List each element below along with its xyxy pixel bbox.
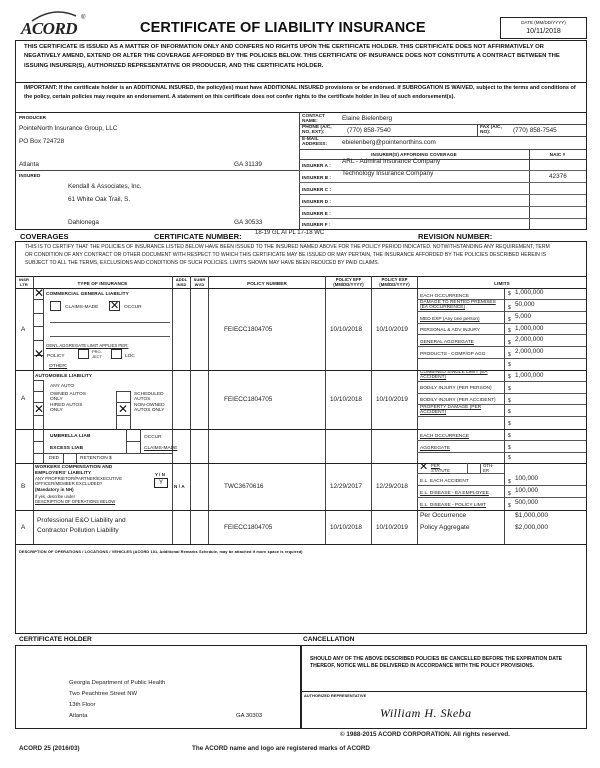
holder-state-zip: GA 30303 <box>236 713 263 719</box>
policy-checked-x-icon[interactable]: ✕ <box>34 347 45 361</box>
producer-label: PRODUCER <box>19 115 47 120</box>
insured-label: INSURED <box>19 173 41 178</box>
limit-row <box>417 474 586 486</box>
limit-label: PROPERTY DAMAGE (PER ACCIDENT) <box>420 405 482 415</box>
disclaimer-text: THIS CERTIFICATE IS ISSUED AS A MATTER OF INFORMATION ONLY AND CONFERS NO RIGHTS UPON THE CERTIFICATE HOLDER. THIS CERTIFICATE DOES NOT AFFIRMATIVELY OR NEGATIVELY AMEND, EXTEND OR ALTER THE COVERAGE AFFORDED BY THE POLICIES BELOW. THIS CERTIFICATE OF INSURANCE DOES NOT CONSTITUTE A CONTRACT BETWEEN THE ISSUING INSURER(S), AUTHORIZED REPRESENTATIVE OR PRODUCER, AND THE CERTIFICATE HOLDER. <box>24 44 560 69</box>
gl-title: COMMERCIAL GENERAL LIABILITY <box>46 291 129 296</box>
scheduled-autos-label: SCHEDULED AUTOS <box>134 392 164 402</box>
mandatory-nh: (Mandatory in NH) <box>35 487 74 492</box>
dollar-sign: $ <box>508 374 511 380</box>
na-label: N / A <box>174 484 185 489</box>
dollar-sign: $ <box>508 433 511 439</box>
limit-label: BODILY INJURY (PER ACCIDENT) <box>420 398 496 403</box>
insurer-row <box>299 183 586 195</box>
limit-value: 1,000,000 <box>515 289 544 296</box>
insurer-letter-label: INSURER D : <box>302 199 332 204</box>
policy-eff-date: 10/10/2018 <box>330 524 362 531</box>
dollar-sign: $ <box>508 328 511 334</box>
producer-state-zip: GA 31139 <box>234 161 262 168</box>
excluded-yn-box[interactable] <box>154 478 168 488</box>
per-statute-label: PER STATUTE <box>431 463 450 473</box>
insurer-row <box>299 195 586 207</box>
coverage-row-professional-eo <box>16 510 586 544</box>
limit-row <box>417 312 586 324</box>
limit-label: PRODUCTS - COMP/OP AGG <box>420 352 486 357</box>
holder-address2: 13th Floor <box>69 702 96 708</box>
limit-row <box>417 441 586 453</box>
insurers-table <box>299 149 586 229</box>
important-text: IMPORTANT: If the certificate holder is an ADDITIONAL INSURED, the policy(ies) must have ADDITIONAL INSURED provisions or be endorsed. If SUBROGATION IS WAIVED, subject to the terms and conditions of the policy, certain policies may require an endorsement. A statement on this certificate does not confer rights to the certificate holder in lieu of such endorsement(s). <box>24 85 576 100</box>
loc-checkbox[interactable] <box>111 349 122 359</box>
policy-exp-date: 10/10/2019 <box>376 396 408 403</box>
limit-label: PERSONAL & ADV INJURY <box>420 328 480 333</box>
limit-row <box>417 417 586 429</box>
eo-limit-label-aggregate: Policy Aggregate <box>420 524 470 531</box>
policy-number: FEIECC1804705 <box>224 326 273 333</box>
form-id: ACORD 25 (2016/03) <box>19 745 80 752</box>
dollar-sign: $ <box>508 421 511 427</box>
claims-made-label: CLAIMS-MADE <box>65 305 99 310</box>
policy-number: FEIECC1804705 <box>224 524 273 531</box>
dollar-sign: $ <box>508 479 511 485</box>
limit-row <box>417 335 586 347</box>
contact-block <box>299 113 586 149</box>
cancellation-text: SHOULD ANY OF THE ABOVE DESCRIBED POLICIES BE CANCELLED BEFORE THE EXPIRATION DATE THEREOF, NOTICE WILL BE DELIVERED IN ACCORDANCE WITH THE POLICY PROVISIONS. <box>310 656 563 669</box>
dollar-sign: $ <box>508 491 511 497</box>
cancellation-box <box>301 645 587 729</box>
certificate-number-label: CERTIFICATE NUMBER: <box>154 232 242 241</box>
parties-box <box>15 112 587 230</box>
trademark-notice: The ACORD name and logo are registered marks of ACORD <box>192 745 370 752</box>
signature: William H. Skeba <box>380 706 472 720</box>
dollar-sign: $ <box>508 455 511 461</box>
important-box <box>15 83 587 112</box>
desc-ops-below: DESCRIPTION OF OPERATIONS BELOW <box>35 499 116 504</box>
per-statute-checked-x-icon[interactable]: ✕ <box>419 461 429 473</box>
dollar-sign: $ <box>508 409 511 415</box>
limit-label: EACH OCCURRENCE <box>420 434 470 439</box>
limit-label: BODILY INJURY (PER PERSON) <box>420 386 492 391</box>
certificate-holder-label: CERTIFICATE HOLDER <box>19 636 92 643</box>
producer-name: PointeNorth Insurance Group, LLC <box>19 125 118 132</box>
limit-row <box>417 324 586 335</box>
description-box[interactable] <box>15 545 587 634</box>
dollar-sign: $ <box>508 386 511 392</box>
col-limits: LIMITS <box>494 281 510 286</box>
any-auto-label: ANY AUTO <box>50 384 75 389</box>
policy-label: POLICY <box>47 354 65 359</box>
email-value: ebielenberg@pointenorthins.com <box>342 139 436 146</box>
limit-label: COMBINED SINGLE LIMIT (EA ACCIDENT) <box>420 370 488 380</box>
coverage-statement: THIS IS TO CERTIFY THAT THE POLICIES OF INSURANCE LISTED BELOW HAVE BEEN ISSUED TO THE INSURED NAMED ABOVE FOR THE POLICY PERIOD INDICATED. NOTWITHSTANDING ANY REQUIREMENT, TERM OR CONDITION OF ANY CONTRACT OR OTHER DOCUMENT WITH RESPECT TO WHICH THIS CERTIFICATE MAY BE ISSUED OR MAY PERTAIN, THE INSURANCE AFFORDED BY THE POLICIES DESCRIBED HEREIN IS SUBJECT TO ALL THE TERMS, EXCLUSIONS AND CONDITIONS OF SUCH POLICIES. LIMITS SHOWN MAY HAVE BEEN REDUCED BY PAID CLAIMS. <box>25 244 550 266</box>
coverages-label: COVERAGES <box>20 232 69 241</box>
limit-label: AGGREGATE <box>420 446 451 451</box>
email-label: E-MAIL ADDRESS: <box>302 137 328 147</box>
producer-address: PO Box 724728 <box>19 138 65 145</box>
limit-value: 100,000 <box>515 487 539 494</box>
date-label: DATE (MM/DD/YYYY) <box>521 20 566 25</box>
policy-number: TWC3670616 <box>224 483 264 490</box>
eo-title-line1: Professional E&O Liability and <box>37 517 126 524</box>
dollar-sign: $ <box>508 340 511 346</box>
col-policy-number: POLICY NUMBER <box>247 281 287 286</box>
date-value: 10/11/2018 <box>526 28 561 35</box>
col-type: TYPE OF INSURANCE <box>77 281 128 286</box>
authorized-rep-label: AUTHORIZED REPRESENTATIVE <box>304 694 367 698</box>
policy-exp-date: 10/10/2019 <box>376 326 408 333</box>
fax-label: FAX (A/C, NO): <box>480 125 502 135</box>
policy-eff-date: 10/10/2018 <box>330 326 362 333</box>
project-label: PRO-JECT <box>92 349 102 359</box>
limit-row <box>417 429 586 441</box>
limit-row <box>417 453 586 463</box>
contact-name-label: CONTACT NAME: <box>302 114 326 124</box>
limit-value: 2,000,000 <box>515 348 544 355</box>
dollar-sign: $ <box>508 317 511 323</box>
limit-value: 5,000 <box>515 313 531 320</box>
owned-autos-label: OWNED AUTOS ONLY <box>50 392 86 402</box>
insurer-row <box>299 171 586 183</box>
holder-address1: Two Peachtree Street NW <box>69 691 138 697</box>
acord-logo-text: ACORD <box>21 19 78 38</box>
excess-liab-label: EXCESS LIAB <box>50 446 84 451</box>
insurer-letter: B <box>21 483 26 490</box>
insurer-letter-label: INSURER E : <box>302 211 331 216</box>
policy-eff-date: 10/10/2018 <box>330 396 362 403</box>
col-insr-ltr: INSR LTR <box>19 277 29 287</box>
disclaimer-box <box>15 40 587 83</box>
policy-exp-date: 10/10/2019 <box>376 524 408 531</box>
phone-value: (770) 858-7540 <box>347 127 391 134</box>
insurer-name: ARL - Admiral Insurance Company <box>342 158 441 165</box>
insurer-naic: 42376 <box>549 173 567 180</box>
limit-value: 100,000 <box>515 475 539 482</box>
non-owned-autos-label: NON-OWNED AUTOS ONLY <box>134 403 165 413</box>
policy-exp-date: 12/29/2018 <box>376 483 408 490</box>
ded-label: DED <box>49 456 60 461</box>
wc-title: WORKERS COMPENSATION AND EMPLOYERS' LIABILITY <box>35 464 113 475</box>
dollar-sign: $ <box>508 362 511 368</box>
limit-row <box>417 498 586 510</box>
coverages-table <box>15 241 587 545</box>
limit-row <box>417 370 586 382</box>
limit-value: 50,000 <box>515 301 535 308</box>
eo-limit-value-aggregate: $2,000,000 <box>515 524 549 531</box>
contact-name: Elaine Bielenberg <box>342 115 393 122</box>
excluded-yn-value: Y <box>158 480 163 486</box>
acord-logo <box>18 8 88 38</box>
insurer-row <box>299 219 586 229</box>
dollar-sign: $ <box>508 398 511 404</box>
limit-row <box>417 486 586 498</box>
limit-value: 500,000 <box>515 499 539 506</box>
limit-label: GENERAL AGGREGATE <box>420 340 474 345</box>
limit-value: 2,000,000 <box>515 336 544 343</box>
limit-label: DAMAGE TO RENTED PREMISES (EA OCCURRENCE) <box>420 300 496 310</box>
insured-address: 61 White Oak Trail, S. <box>68 196 131 203</box>
col-policy-exp: POLICY EXP (MM/DD/YYYY) <box>379 277 410 287</box>
insurer-letter-label: INSURER F : <box>302 222 331 227</box>
insurer-letter: A <box>21 524 26 531</box>
non-owned-autos-checked-x-icon[interactable]: ✕ <box>118 402 129 416</box>
limit-label: EACH OCCURRENCE <box>420 294 470 299</box>
eo-title-line2: Contractor Pollution Liability <box>37 527 119 534</box>
occur-label: OCCUR <box>124 305 142 310</box>
insurer-letter-label: INSURER B : <box>302 175 332 180</box>
limit-row <box>417 347 586 359</box>
limit-label: E.L. DISEASE - POLICY LIMIT <box>420 503 487 508</box>
fax-value: (770) 858-7545 <box>513 127 557 134</box>
phone-label: PHONE (A/C, NO, EXT): <box>302 125 332 135</box>
excluded-question: ANY PROPRIETOR/PARTNER/EXECUTIVE OFFICER/MEMBER EXCLUDED? <box>35 476 123 486</box>
limit-row <box>417 394 586 405</box>
coverage-row-umbrella <box>16 429 586 463</box>
certificate-holder-box <box>15 645 301 729</box>
cancellation-label: CANCELLATION <box>303 636 355 643</box>
limit-row <box>417 288 586 300</box>
dollar-sign: $ <box>508 291 511 297</box>
occur-checkbox[interactable]: ✕ <box>110 300 120 312</box>
insurer-name: Technology Insurance Company <box>342 170 434 177</box>
coverage-row-workers-comp <box>16 463 586 510</box>
eo-limit-label-occurrence: Per Occurrence <box>420 512 467 519</box>
insured-name: Kendall & Associates, Inc. <box>68 183 142 190</box>
statute-row <box>417 463 504 474</box>
limit-value: 1,000,000 <box>515 372 544 379</box>
description-label: DESCRIPTION OF OPERATIONS / LOCATIONS / VEHICLES (ACORD 101, Additional Remarks Schedule, may be attached if more space is required) <box>19 549 303 554</box>
retention-label: RETENTION $ <box>80 456 112 461</box>
project-checkbox[interactable] <box>78 349 89 359</box>
claims-made-checkbox[interactable] <box>50 301 61 311</box>
policy-eff-date: 12/29/2017 <box>330 483 362 490</box>
insurer-row <box>299 207 586 219</box>
other-label: OTHER: <box>49 364 68 369</box>
page-title: CERTIFICATE OF LIABILITY INSURANCE <box>140 20 426 36</box>
coverage-row-general-liability <box>16 288 586 370</box>
auto-title: AUTOMOBILE LIABILITY <box>35 373 93 378</box>
coverage-row-auto-liability <box>16 370 586 429</box>
limit-row <box>417 300 586 312</box>
if-yes-label: If yes, describe under <box>35 494 76 499</box>
hired-autos-label: HIRED AUTOS ONLY <box>50 403 83 413</box>
umbrella-liab-label: UMBRELLA LIAB <box>50 434 91 439</box>
producer-city: Atlanta <box>19 161 39 168</box>
yn-label: Y / N <box>155 472 165 477</box>
col-subr: SUBR WVD <box>193 277 206 287</box>
insurer-letter: A <box>21 395 26 402</box>
col-policy-eff: POLICY EFF (MM/DD/YYYY) <box>333 277 364 287</box>
dollar-sign: $ <box>508 305 511 311</box>
dollar-sign: $ <box>508 503 511 509</box>
copyright: © 1988-2015 ACORD CORPORATION. All rights reserved. <box>340 731 510 738</box>
limit-label: E.L. EACH ACCIDENT <box>420 479 469 484</box>
limit-row <box>417 405 586 417</box>
holder-city: Atlanta <box>69 713 88 719</box>
limit-label: MED EXP (Any one person) <box>420 317 480 322</box>
dollar-sign: $ <box>508 445 511 451</box>
insurer-letter: A <box>21 326 26 333</box>
holder-name: Georgia Department of Public Health <box>69 680 166 686</box>
insured-city: Dahlonega <box>68 219 99 226</box>
insurer-letter-label: INSURER C : <box>302 187 332 192</box>
other-label: OTH-ER <box>483 463 494 473</box>
hired-autos-checked-x-icon[interactable]: ✕ <box>34 402 45 416</box>
revision-number-label: REVISION NUMBER: <box>418 232 493 241</box>
limit-label: E.L. DISEASE - EA EMPLOYEE <box>420 491 489 496</box>
insured-state-zip: GA 30533 <box>234 219 263 226</box>
gen-agg-label: GEN'L AGGREGATE LIMIT APPLIES PER: <box>46 343 129 348</box>
limit-row <box>417 359 586 370</box>
insurers-header: INSURER(S) AFFORDING COVERAGE <box>371 152 457 157</box>
insurer-letter-label: INSURER A : <box>302 163 331 168</box>
umbrella-occur-label: OCCUR <box>144 435 162 440</box>
eo-limit-value-occurrence: $1,000,000 <box>515 512 549 519</box>
naic-header: NAIC # <box>549 152 566 157</box>
col-addl: ADDL INSD <box>175 277 188 287</box>
limit-row <box>417 382 586 394</box>
date-box <box>500 17 587 39</box>
registered-mark: ® <box>81 15 86 21</box>
certificate-number: 18-19 GL AI PL 17-18 WC <box>255 230 325 236</box>
limit-value: 1,000,000 <box>515 325 544 332</box>
dollar-sign: $ <box>508 352 511 358</box>
policy-number: FEIECC1804705 <box>224 396 273 403</box>
umbrella-claims-made-label: CLAIMS-MADE <box>144 446 178 451</box>
loc-label: LOC <box>125 354 135 359</box>
gl-checked-x-icon[interactable]: ✕ <box>34 286 45 300</box>
